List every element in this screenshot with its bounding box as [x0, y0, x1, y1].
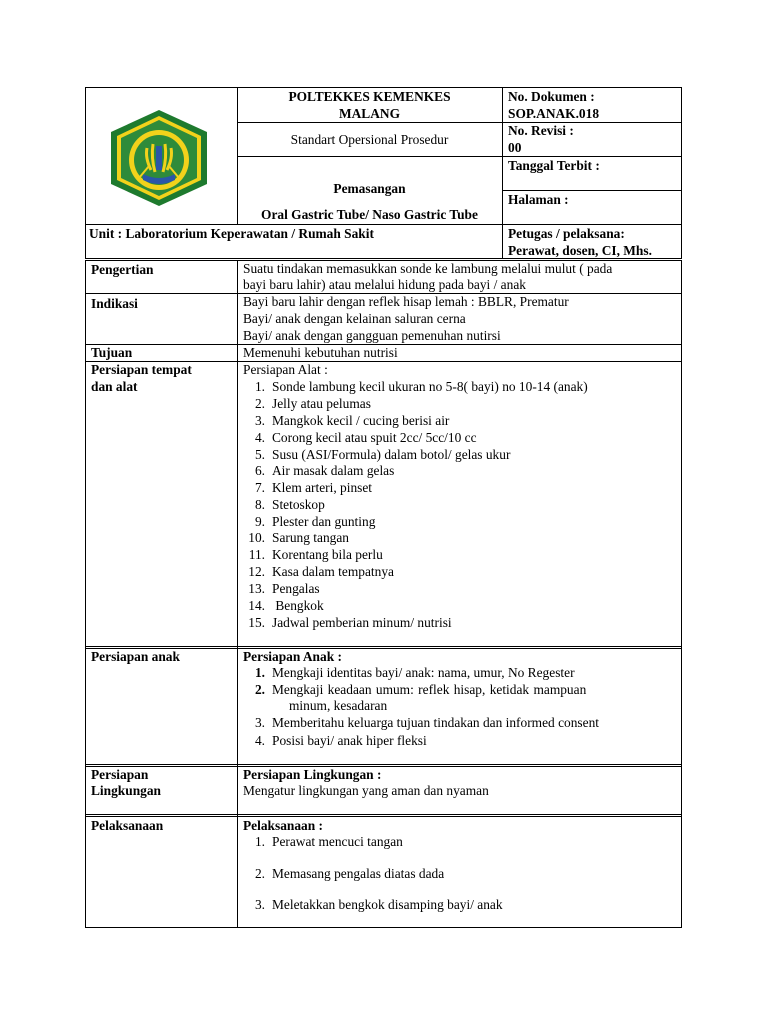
pelaksanaan-heading: Pelaksanaan : — [243, 818, 323, 833]
document-type: Standart Opersional Prosedur — [290, 132, 449, 147]
list-item: 2. Mengkaji keadaan umum: reflek hisap, ketidak mampuan — [254, 682, 587, 697]
list-item: 11. Korentang bila perlu — [248, 547, 383, 562]
list-item: 7. Klem arteri, pinset — [254, 480, 373, 495]
list-item: 2. Memasang pengalas diatas dada — [254, 866, 445, 881]
list-item: 8. Stetoskop — [254, 497, 325, 512]
pengertian-text-line2: bayi baru lahir) atau melalui hidung pada bayi / anak — [243, 277, 526, 292]
list-item-continuation: minum, kesadaran — [289, 698, 388, 713]
institution-logo — [103, 108, 215, 208]
list-item: 6. Air masak dalam gelas — [254, 463, 395, 478]
list-item: 1. Mengkaji identitas bayi/ anak: nama, umur, No Regester — [254, 665, 575, 680]
indikasi-label: Indikasi — [91, 296, 138, 311]
persiapan-alat-label-line2: dan alat — [91, 379, 138, 394]
indikasi-line: Bayi/ anak dengan gangguan pemenuhan nutirsi — [243, 328, 501, 343]
pengertian-label: Pengertian — [91, 262, 154, 277]
page-label: Halaman : — [508, 192, 569, 207]
persiapan-alat-label-line1: Persiapan tempat — [91, 362, 192, 377]
list-item: 1. Sonde lambung kecil ukuran no 5-8( bayi) no 10-14 (anak) — [254, 379, 588, 394]
list-item: 15. Jadwal pemberian minum/ nutrisi — [248, 615, 452, 630]
persiapan-lingkungan-label-line2: Lingkungan — [91, 783, 161, 798]
tujuan-label: Tujuan — [91, 345, 133, 360]
list-item: 12. Kasa dalam tempatnya — [248, 564, 394, 579]
indikasi-line: Bayi/ anak dengan kelainan saluran cerna — [243, 311, 466, 326]
pelaksanaan-label: Pelaksanaan — [91, 818, 164, 833]
persiapan-lingkungan-label-line1: Persiapan — [91, 767, 149, 782]
institution-name: POLTEKKES KEMENKES — [288, 89, 451, 104]
list-item: 13. Pengalas — [248, 581, 320, 596]
persiapan-anak-heading: Persiapan Anak : — [243, 649, 342, 664]
list-item: 5. Susu (ASI/Formula) dalam botol/ gelas ukur — [254, 447, 511, 462]
list-item: 1. Perawat mencuci tangan — [254, 834, 403, 849]
indikasi-line: Bayi baru lahir dengan reflek hisap lemah : BBLR, Prematur — [243, 294, 569, 309]
officer-label: Petugas / pelaksana: — [508, 226, 625, 241]
procedure-title-line2: Oral Gastric Tube/ Naso Gastric Tube — [261, 207, 478, 222]
tujuan-text: Memenuhi kebutuhan nutrisi — [243, 345, 398, 360]
revision-value: 00 — [508, 140, 522, 155]
list-item: 14. Bengkok — [248, 598, 324, 613]
persiapan-anak-label: Persiapan anak — [91, 649, 180, 664]
list-item: 9. Plester dan gunting — [254, 514, 376, 529]
doc-no-label: No. Dokumen : — [508, 89, 595, 104]
issue-date-label: Tanggal Terbit : — [508, 158, 600, 173]
pengertian-text-line1: Suatu tindakan memasukkan sonde ke lambung melalui mulut ( pada — [243, 261, 613, 276]
doc-no-value: SOP.ANAK.018 — [508, 106, 600, 121]
list-item: 4. Posisi bayi/ anak hiper fleksi — [254, 733, 427, 748]
persiapan-lingkungan-text: Mengatur lingkungan yang aman dan nyaman — [243, 783, 489, 798]
list-item: 4. Corong kecil atau spuit 2cc/ 5cc/10 cc — [254, 430, 477, 445]
persiapan-lingkungan-heading: Persiapan Lingkungan : — [243, 767, 382, 782]
list-item: 3. Mangkok kecil / cucing berisi air — [254, 413, 450, 428]
list-item: 3. Meletakkan bengkok disamping bayi/ anak — [254, 897, 503, 912]
officer-value: Perawat, dosen, CI, Mhs. — [508, 243, 652, 258]
list-item: 3. Memberitahu keluarga tujuan tindakan dan informed consent — [254, 715, 599, 730]
list-item: 2. Jelly atau pelumas — [254, 396, 371, 411]
persiapan-alat-heading: Persiapan Alat : — [243, 362, 328, 377]
list-item: 10. Sarung tangan — [248, 530, 349, 545]
procedure-title-line1: Pemasangan — [333, 181, 406, 196]
unit-label: Unit : Laboratorium Keperawatan / Rumah Sakit — [89, 226, 374, 241]
revision-label: No. Revisi : — [508, 123, 574, 138]
institution-city: MALANG — [339, 106, 400, 121]
